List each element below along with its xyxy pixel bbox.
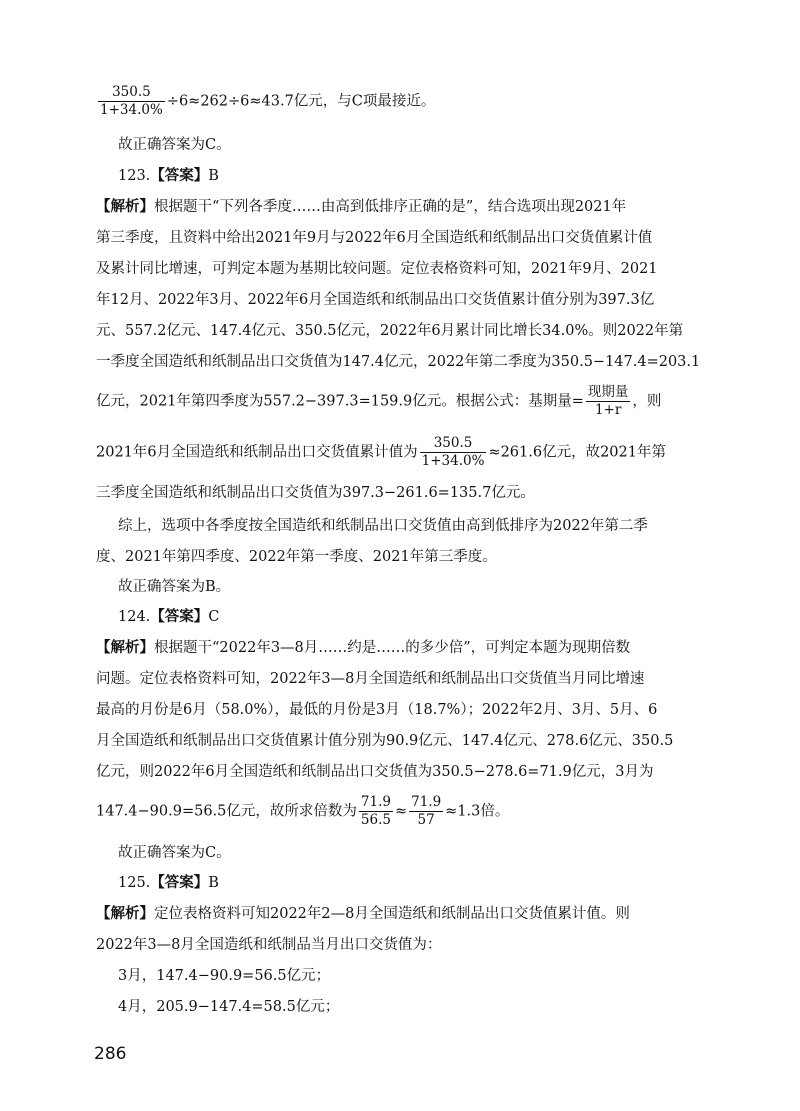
analysis-123-line-4: 年12月、2022年3月、2022年6月全国造纸和纸制品出口交货值累计值分别为397.3亿 [96,292,655,308]
analysis-125-line-2: 2022年3—8月全国造纸和纸制品当月出口交货值为： [96,937,442,953]
analysis-123-line-3: 及累计同比增速，可判定本题为基期比较问题。定位表格资料可知，2021年9月、2021 [96,261,658,277]
analysis-125-line-3: 3月，147.4−90.9=56.5亿元； [118,968,331,984]
answer-123: 123.【答案】B [118,167,219,184]
page-number: 286 [94,1044,127,1064]
fraction: $\frac{350.5}{1+34.0\%}$ [421,435,485,469]
conclusion-text: 故正确答案为B。 [118,579,231,595]
answer-125: 125.【答案】B [118,874,219,891]
formula-line-1: $\frac{350.5}{1+34.0\%}$ ÷6≈262÷6≈43.7亿元，与C项最接近。 [100,84,436,118]
analysis-124-line-1: 【解析】根据题干“2022年3—8月……约是……的多少倍”，可判定本题为现期倍数 [96,639,631,656]
analysis-124-line-3: 最高的月份是6月（58.0%），最低的月份是3月（18.7%）；2022年2月、3月、5月、6 [96,702,658,718]
fraction: $\frac{71.9}{57}$ [411,794,442,828]
analysis-125-line-4: 4月，205.9−147.4=58.5亿元； [118,999,340,1015]
fraction: $\frac{\text{现期量}}{1+r}$ [587,384,629,418]
analysis-123-line-1: 【解析】根据题干“下列各季度……由高到低排序正确的是”，结合选项出现2021年 [96,198,627,215]
conclusion-text: 故正确答案为C。 [118,137,231,153]
analysis-124-line-5: 亿元，则2022年6月全国造纸和纸制品出口交货值为350.5−278.6=71.9亿元，3月为 [96,764,654,780]
analysis-125-line-1: 【解析】定位表格资料可知2022年2—8月全国造纸和纸制品出口交货值累计值。则 [96,905,630,922]
analysis-123-line-5: 元、557.2亿元、147.4亿元、350.5亿元，2022年6月累计同比增长34.0%。则2022年第 [96,323,684,339]
analysis-124-line-6: 147.4−90.9=56.5亿元，故所求倍数为 $\frac{71.9}{56.5}$ ≈ $\frac{71.9}{57}$ ≈1.3倍。 [96,794,510,828]
analysis-123-line-6: 一季度全国造纸和纸制品出口交货值为147.4亿元，2022年第二季度为350.5−147.4=203.1 [96,354,701,370]
analysis-123-line-2: 第三季度，且资料中给出2021年9月与2022年6月全国造纸和纸制品出口交货值累计值 [96,230,653,246]
analysis-123-line-10: 综上，选项中各季度按全国造纸和纸制品出口交货值由高到低排序为2022年第二季 [118,518,648,534]
analysis-124-line-2: 问题。定位表格资料可知，2022年3—8月全国造纸和纸制品出口交货值当月同比增速 [96,671,645,687]
analysis-123-line-7: 亿元，2021年第四季度为557.2−397.3=159.9亿元。根据公式：基期量= $\frac{\text{现期量}}{1+r}$ ，则 [96,384,662,418]
analysis-123-line-8: 2021年6月全国造纸和纸制品出口交货值累计值为 $\frac{350.5}{1+34.0\%}$ ≈261.6亿元，故2021年第 [96,435,666,469]
analysis-123-line-11: 度、2021年第四季度、2022年第一季度、2021年第三季度。 [96,549,497,565]
analysis-123-line-9: 三季度全国造纸和纸制品出口交货值为397.3−261.6=135.7亿元。 [96,485,535,501]
fraction: $\frac{350.5}{1+34.0\%}$ [100,84,163,118]
answer-124: 124.【答案】C [118,608,220,625]
conclusion-text: 故正确答案为C。 [118,845,231,861]
analysis-124-line-4: 月全国造纸和纸制品出口交货值累计值分别为90.9亿元、147.4亿元、278.6亿元、350.5 [96,733,674,749]
fraction: $\frac{71.9}{56.5}$ [360,794,391,828]
